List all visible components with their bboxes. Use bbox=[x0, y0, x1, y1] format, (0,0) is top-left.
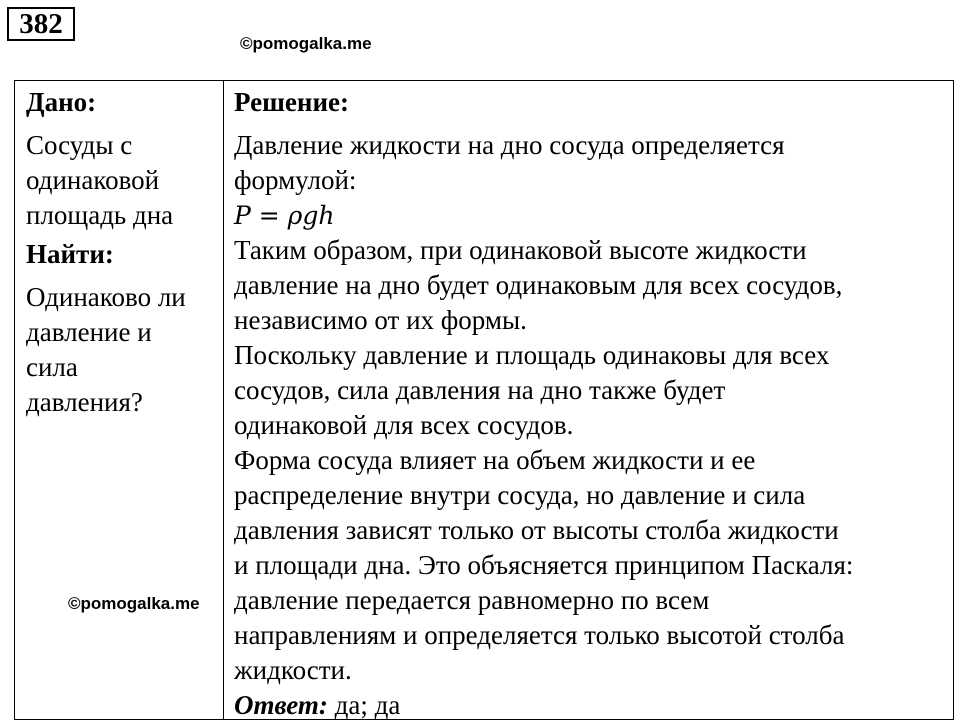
solution-line: независимо от их формы. bbox=[234, 305, 527, 335]
problem-number: 382 bbox=[7, 7, 75, 41]
solution-line: и площади дна. Это объясняется принципом Паскаля: bbox=[234, 550, 854, 580]
solution-table bbox=[14, 80, 954, 720]
given-line: Сосуды с bbox=[26, 130, 133, 160]
formula: P = ρgh bbox=[234, 201, 335, 230]
find-line: давление и bbox=[26, 317, 152, 347]
solution-line: распределение внутри сосуда, но давление и сила bbox=[234, 480, 806, 510]
solution-text bbox=[234, 128, 950, 723]
given-text bbox=[26, 128, 222, 233]
solution-line: Форма сосуда влияет на объем жидкости и ее bbox=[234, 445, 756, 475]
solution-line: давление на дно будет одинаковым для всех сосудов, bbox=[234, 270, 843, 300]
solution-line: направлениям и определяется только высотой столба bbox=[234, 620, 845, 650]
answer-label: Ответ: bbox=[234, 690, 328, 720]
solution-column bbox=[234, 81, 950, 723]
find-line: Одинаково ли bbox=[26, 282, 186, 312]
solution-line: давления зависят только от высоты столба жидкости bbox=[234, 515, 839, 545]
answer-text: да; да bbox=[327, 690, 401, 720]
find-text bbox=[26, 280, 222, 420]
solution-heading: Решение: bbox=[234, 87, 349, 117]
find-line: давления? bbox=[26, 387, 143, 417]
watermark-left: ©pomogalka.me bbox=[68, 594, 200, 613]
watermark-top: ©pomogalka.me bbox=[240, 34, 372, 53]
solution-line: жидкости. bbox=[234, 655, 352, 685]
given-column bbox=[26, 81, 222, 420]
solution-line: сосудов, сила давления на дно также будет bbox=[234, 375, 726, 405]
given-line: одинаковой bbox=[26, 165, 160, 195]
find-heading: Найти: bbox=[26, 239, 114, 269]
solution-line: одинаковой для всех сосудов. bbox=[234, 410, 574, 440]
given-line: площадь дна bbox=[26, 200, 174, 230]
given-heading: Дано: bbox=[26, 87, 97, 117]
column-divider bbox=[223, 81, 224, 719]
solution-line: давление передается равномерно по всем bbox=[234, 585, 710, 615]
solution-line: формулой: bbox=[234, 165, 357, 195]
solution-line: Таким образом, при одинаковой высоте жидкости bbox=[234, 235, 807, 265]
solution-line: Давление жидкости на дно сосуда определяется bbox=[234, 130, 785, 160]
solution-line: Поскольку давление и площадь одинаковы для всех bbox=[234, 340, 830, 370]
find-line: сила bbox=[26, 352, 78, 382]
answer-line bbox=[234, 688, 950, 723]
